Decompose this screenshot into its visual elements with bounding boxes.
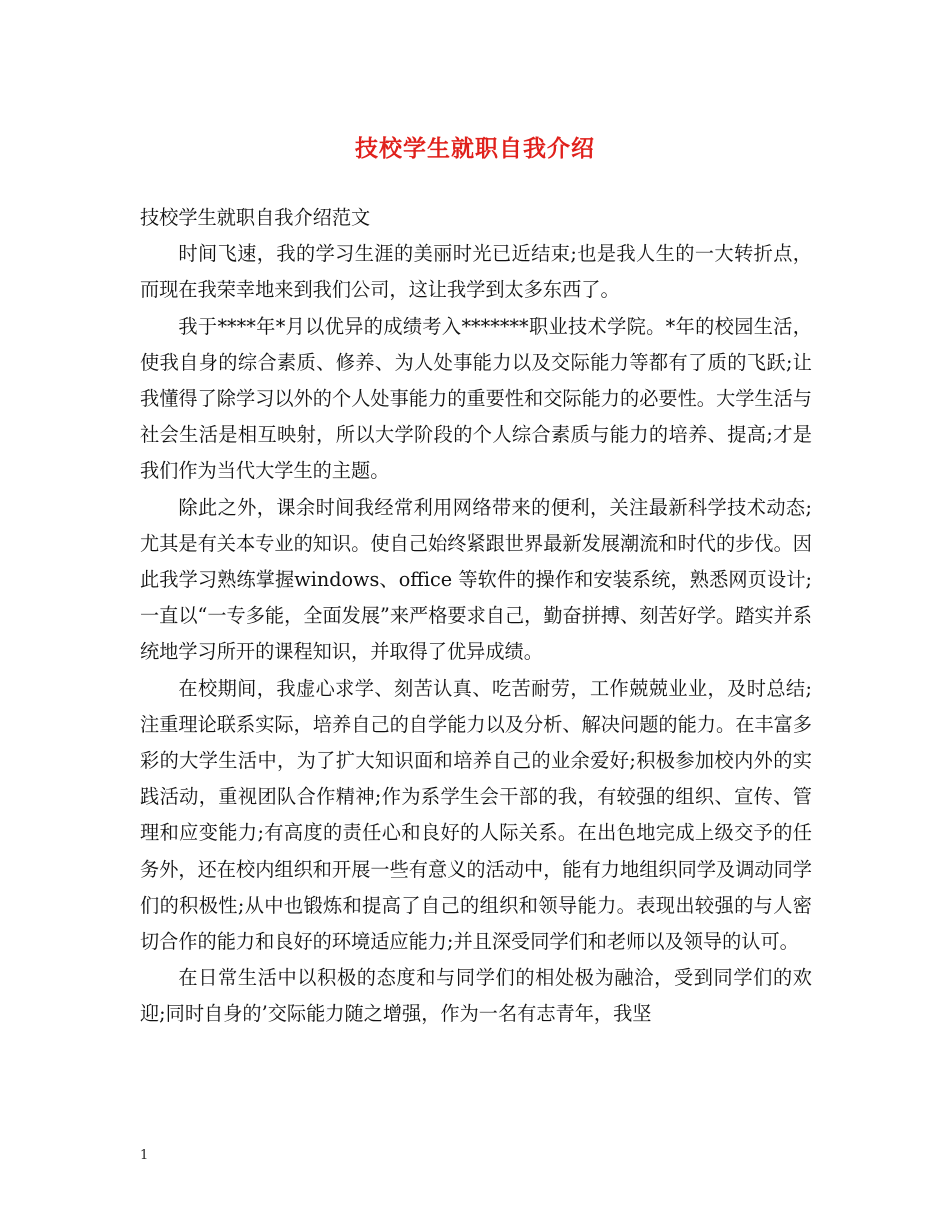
paragraph-5: 在日常生活中以积极的态度和与同学们的相处极为融洽，受到同学们的欢迎;同时自身的’交际能力随之增强，作为一名有志青年，我坚: [140, 966, 812, 1026]
document-title: 技校学生就职自我介绍: [355, 135, 595, 162]
page-number: 1: [140, 1148, 149, 1163]
document-body: [140, 200, 812, 1033]
paragraph-1: 时间飞速，我的学习生涯的美丽时光已近结束;也是我人生的一大转折点，而现在我荣幸地来到我们公司，这让我学到太多东西了。: [140, 242, 812, 302]
paragraph-2: 我于****年*月以优异的成绩考入*******职业技术学院。*年的校园生活，使我自身的综合素质、修养、为人处事能力以及交际能力等都有了质的飞跃;让我懂得了除学习以外的个人处事能力的重要性和交际能力的必要性。大学生活与社会生活是相互映射，所以大学阶段的个人综合素质与能力的培养、提高;才是我们作为当代大学生的主题。: [140, 314, 812, 483]
paragraph-4: 在校期间，我虚心求学、刻苦认真、吃苦耐劳，工作兢兢业业，及时总结;注重理论联系实际，培养自己的自学能力以及分析、解决问题的能力。在丰富多彩的大学生活中，为了扩大知识面和培养自己的业余爱好;积极参加校内外的实践活动，重视团队合作精神;作为系学生会干部的我，有较强的组织、宣传、管理和应变能力;有高度的责任心和良好的人际关系。在出色地完成上级交予的任务外，还在校内组织和开展一些有意义的活动中，能有力地组织同学及调动同学们的积极性;从中也锻炼和提高了自己的组织和领导能力。表现出较强的与人密切合作的能力和良好的环境适应能力;并且深受同学们和老师以及领导的认可。: [140, 676, 812, 954]
document-subtitle: 技校学生就职自我介绍范文: [140, 206, 371, 229]
paragraph-3: 除此之外，课余时间我经常利用网络带来的便利，关注最新科学技术动态;尤其是有关本专业的知识。使自己始终紧跟世界最新发展潮流和时代的步伐。因此我学习熟练掌握windows、office 等软件的操作和安装系统，熟悉网页设计;一直以“一专多能，全面发展”来严格要求自己，勤奋拼搏、刻苦好学。踏实并系统地学习所开的课程知识，并取得了优异成绩。: [140, 495, 812, 664]
